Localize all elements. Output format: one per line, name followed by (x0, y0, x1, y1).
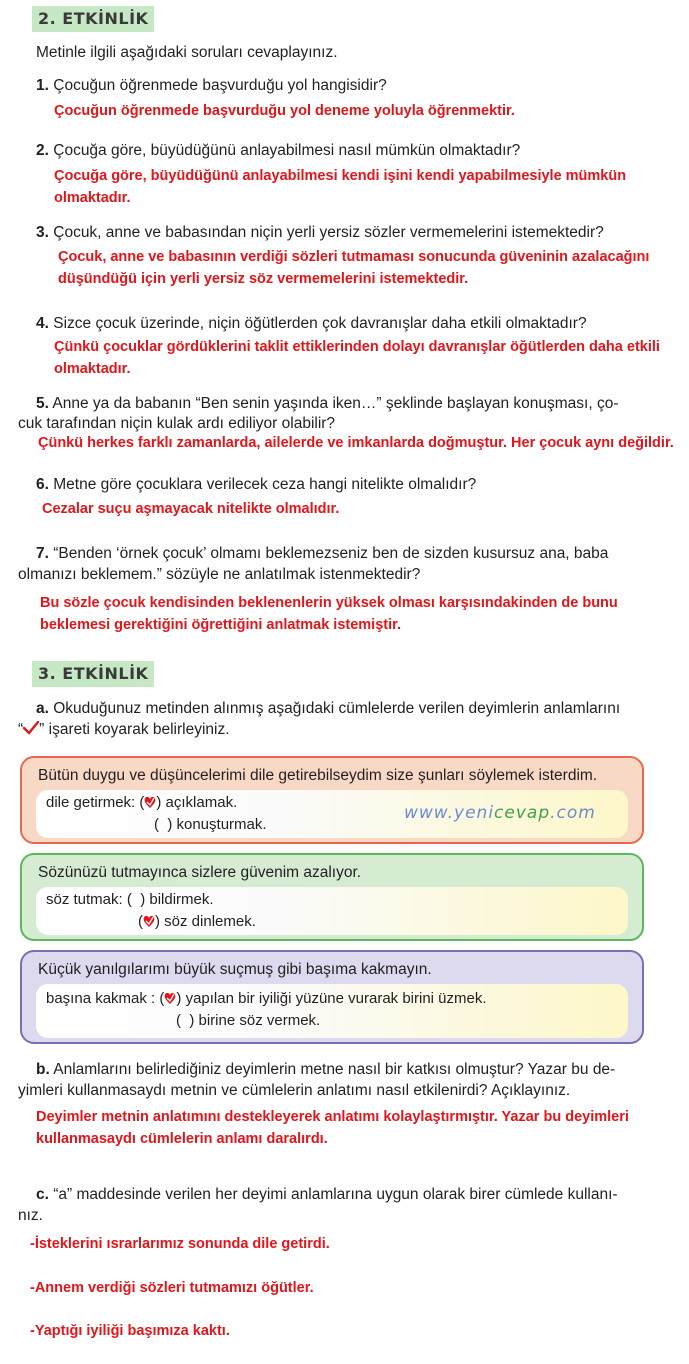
section-3-c-line1: c. “a” maddesinde verilen her deyimi anlamlarına uygun olarak birer cümlede kullanı- (36, 1186, 618, 1203)
idiom-box-3-options (36, 984, 628, 1038)
idiom-3-label: başına kakmak : (46, 990, 156, 1007)
idiom-1-label: dile getirmek: (46, 794, 136, 811)
answer-5: Çünkü herkes farklı zamanlarda, ailelerde ve imkanlarda doğmuştur. Her çocuk aynı değildir. (38, 435, 674, 451)
section-3-c-answer-2: -Annem verdiği sözleri tutmamızı öğütler. (30, 1280, 314, 1296)
section-3-c-answer-3: -Yaptığı iyiliği başımıza kaktı. (30, 1323, 230, 1339)
idiom-box-1-sentence: Bütün duygu ve düşüncelerimi dile getirebilseydim size şunları söylemek isterdim. (38, 767, 598, 784)
question-5-line1: 5. Anne ya da babanın “Ben senin yaşında iken…” şeklinde başlayan konuşması, ço- (36, 395, 619, 412)
idiom-1-option-2-text: konuşturmak. (176, 816, 267, 833)
question-1: 1. Çocuğun öğrenmede başvurduğu yol hangisidir? (36, 77, 387, 94)
idiom-3-option-1 (46, 988, 487, 1010)
idiom-2-checkbox-2[interactable]: ( ) (138, 913, 160, 930)
answer-3-line1: Çocuk, anne ve babasının verdiği sözleri tutmaması sonucunda güveninin azalacağını (58, 249, 650, 265)
idiom-2-option-1-text: bildirmek. (149, 891, 214, 908)
watermark: www.yenicevap.com (404, 803, 596, 823)
idiom-box-2-sentence: Sözünüzü tutmayınca sizlere güvenim azalıyor. (38, 864, 362, 881)
idiom-3-checkbox-1[interactable]: ( ) (159, 990, 182, 1007)
idiom-2-checkbox-1[interactable]: ( ) (126, 891, 146, 908)
idiom-2-option-2 (138, 911, 256, 933)
section-3-title: 3. ETKİNLİK (32, 661, 154, 687)
answer-1: Çocuğun öğrenmede başvurduğu yol deneme yoluyla öğrenmektir. (54, 103, 515, 119)
section-3-b-line2: yimleri kullanmasaydı metnin ve cümlelerin anlatımı nasıl etkilenirdi? Açıklayınız. (18, 1082, 571, 1099)
question-3: 3. Çocuk, anne ve babasından niçin yerli yersiz sözler vermemelerini istemektedir? (36, 224, 604, 241)
question-4: 4. Sizce çocuk üzerinde, niçin öğütlerden çok davranışlar daha etkili olmaktadır? (36, 315, 587, 332)
check-mark-icon (23, 721, 39, 735)
answer-2-line1: Çocuğa göre, büyüdüğünü anlayabilmesi kendi işini kendi yapabilmesiyle mümkün (54, 168, 627, 184)
question-7-line2: olmanızı beklemem.” sözüyle ne anlatılmak istenmektedir? (18, 566, 421, 583)
section-2-title: 2. ETKİNLİK (32, 6, 154, 32)
idiom-2-label: söz tutmak: (46, 891, 123, 908)
section-3-a-line2: “ ” işareti koyarak belirleyiniz. (18, 721, 230, 738)
answer-2-line2: olmaktadır. (54, 190, 131, 206)
idiom-3-option-2-text: birine söz vermek. (198, 1012, 321, 1029)
answer-6: Cezalar suçu aşmayacak nitelikte olmalıdır. (42, 501, 340, 517)
idiom-3-option-1-text: yapılan bir iyiliği yüzüne vurarak birini üzmek. (185, 990, 487, 1007)
answer-7-line1: Bu sözle çocuk kendisinden beklenenlerin yüksek olması karşısındakinden de bunu (40, 595, 618, 611)
idiom-3-option-2 (176, 1010, 320, 1032)
idiom-1-checkbox-1[interactable]: ( ) (139, 794, 162, 811)
idiom-1-checkbox-2[interactable]: ( ) (154, 816, 173, 833)
idiom-box-1 (20, 756, 644, 844)
idiom-1-option-2 (154, 814, 267, 836)
question-2: 2. Çocuğa göre, büyüdüğünü anlayabilmesi nasıl mümkün olmaktadır? (36, 142, 521, 159)
question-7-line1: 7. “Benden ‘örnek çocuk’ olmamı beklemezseniz ben de sizden kusursuz ana, baba (36, 545, 609, 562)
section-2-intro: Metinle ilgili aşağıdaki soruları cevaplayınız. (36, 44, 338, 61)
answer-4-line2: olmaktadır. (54, 361, 131, 377)
idiom-box-3-sentence: Küçük yanılgılarımı büyük suçmuş gibi başıma kakmayın. (38, 961, 432, 978)
answer-4-line1: Çünkü çocuklar gördüklerini taklit ettiklerinden dolayı davranışlar öğütlerden daha etkili (54, 339, 660, 355)
checked-heart-icon (143, 914, 155, 928)
idiom-1-option-1-text: açıklamak. (165, 794, 238, 811)
section-3-a-line1: a. Okuduğunuz metinden alınmış aşağıdaki cümlelerde verilen deyimlerin anlamlarını (36, 700, 621, 717)
idiom-box-2-options (36, 887, 628, 935)
answer-3-line2: düşündüğü için yerli yersiz söz vermemelerini istemektedir. (58, 271, 469, 287)
idiom-1-option-1 (46, 792, 237, 814)
section-3-b-line1: b. Anlamlarını belirlediğiniz deyimlerin metne nasıl bir katkısı olmuştur? Yazar bu de- (36, 1061, 616, 1078)
section-3-c-line2: nız. (18, 1207, 43, 1224)
checked-heart-icon (164, 991, 176, 1005)
idiom-2-option-1 (46, 889, 214, 911)
idiom-2-option-2-text: söz dinlemek. (164, 913, 256, 930)
question-5-line2: cuk tarafından niçin kulak ardı ediliyor olabilir? (18, 415, 336, 432)
answer-7-line2: beklemesi gerektiğini öğrettiğini anlatmak istemiştir. (40, 617, 402, 633)
idiom-box-3 (20, 950, 644, 1044)
idiom-3-checkbox-2[interactable]: ( ) (176, 1012, 195, 1029)
section-3-b-answer-line1: Deyimler metnin anlatımını destekleyerek anlatımı kolaylaştırmıştır. Yazar bu deyimleri (36, 1109, 629, 1125)
checked-heart-icon (144, 795, 156, 809)
section-3-c-answer-1: -İsteklerini ısrarlarımız sonunda dile getirdi. (30, 1236, 330, 1252)
idiom-box-2 (20, 853, 644, 941)
section-3-b-answer-line2: kullanmasaydı cümlelerin anlamı daralırdı. (36, 1131, 328, 1147)
question-6: 6. Metne göre çocuklara verilecek ceza hangi nitelikte olmalıdır? (36, 476, 477, 493)
